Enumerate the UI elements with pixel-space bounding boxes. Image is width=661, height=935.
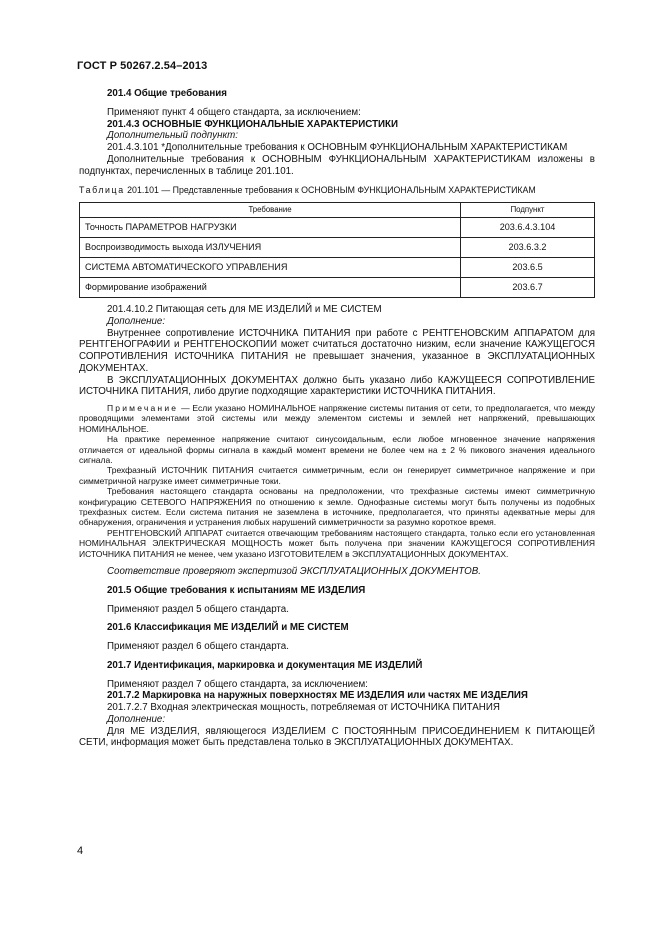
table-cell: 203.6.3.2 [461,238,595,258]
table-cell: 203.6.7 [461,278,595,298]
clause-text: Дополнительные требования к ОСНОВНЫМ ФУНКЦИОНАЛЬНЫМ ХАРАКТЕРИСТИКАМ изложены в подпунктах, перечисленных в таблице 201.101. [79,153,595,177]
table-row [80,218,595,238]
table-header-cell: Требование [80,203,461,218]
table-row [80,238,595,258]
table-cell: СИСТЕМА АВТОМАТИЧЕСКОГО УПРАВЛЕНИЯ [80,258,461,278]
table-cell: Воспроизводимость выхода ИЗЛУЧЕНИЯ [80,238,461,258]
table-cell: 203.6.5 [461,258,595,278]
section-text: Применяют раздел 5 общего стандарта. [107,603,289,615]
note-text: — Если указано НОМИНАЛЬНОЕ напряжение системы питания от сети, то предполагается, что между проводящими элементами этой системы или между элементом системы и землей нет напряжений, превышающих НОМИНАЛЬНОЕ. [79,403,595,434]
table-cell: Точность ПАРАМЕТРОВ НАГРУЗКИ [80,218,461,238]
compliance-statement: Соответствие проверяют экспертизой ЭКСПЛУАТАЦИОННЫХ ДОКУМЕНТОВ. [107,566,481,578]
clause-201-4-10-2: 201.4.10.2 Питающая сеть для МЕ ИЗДЕЛИЙ и МЕ СИСТЕМ [107,304,382,315]
paragraph: Для МЕ ИЗДЕЛИЯ, являющегося ИЗДЕЛИЕМ С ПОСТОЯННЫМ ПРИСОЕДИНЕНИЕМ К ПИТАЮЩЕЙ СЕТИ, информация может быть представлена только в ЭКСПЛУАТАЦИОННЫХ ДОКУМЕНТАХ. [79,725,595,749]
clause-201-7-2: 201.7.2 Маркировка на наружных поверхностях МЕ ИЗДЕЛИЯ или частях МЕ ИЗДЕЛИЯ [107,690,528,702]
note-paragraph: Требования настоящего стандарта основаны на предположении, что трехфазные системы имеют симметричную конфигурацию СЕТЕВОГО НАПРЯЖЕНИЯ по отношению к земле. Однофазные системы могут быть получены из подобных трехфазных систем. Если система питания не заземлена в источнике, предполагается, что приняты адекватные меры для обнаружения, ограничения и устранения любых нарушений симметричности за разумно короткое время. [79,486,595,528]
document-header: ГОСТ Р 50267.2.54–2013 [77,60,208,72]
table-header-cell: Подпункт [461,203,595,218]
subheading: Дополнительный подпункт: [107,130,238,142]
section-title-201-7: 201.7 Идентификация, маркировка и документация МЕ ИЗДЕЛИЙ [107,659,423,671]
note-paragraph: РЕНТГЕНОВСКИЙ АППАРАТ считается отвечающим требованиям настоящего стандарта, только если его установленная НОМИНАЛЬНАЯ ЭЛЕКТРИЧЕСКАЯ МОЩНОСТЬ может быть получена при значении КАЖУЩЕГОСЯ СОПРОТИВЛЕНИЯ ИСТОЧНИКА ПИТАНИЯ не менее, чем указано ИЗГОТОВИТЕЛЕМ в ЭКСПЛУАТАЦИОННЫХ ДОКУМЕНТАХ. [79,527,595,559]
table-row [80,258,595,278]
subheading: Дополнение: [107,315,166,327]
page-content [79,82,595,749]
note-paragraph: На практике переменное напряжение считают синусоидальным, если любое мгновенное значение напряжения отличается от идеальной формы сигнала в каждый момент времени не более чем на ± 2 % пикового значения идеального сигнала. [79,434,595,466]
section-text: Применяют раздел 7 общего стандарта, за исключением: [107,678,368,690]
note [79,403,595,434]
clause-201-4-3-101: 201.4.3.101 *Дополнительные требования к ОСНОВНЫМ ФУНКЦИОНАЛЬНЫМ ХАРАКТЕРИСТИКАМ [107,142,568,153]
table-header-row [80,203,595,218]
section-title-201-4-3: 201.4.3 ОСНОВНЫЕ ФУНКЦИОНАЛЬНЫЕ ХАРАКТЕРИСТИКИ [107,118,399,130]
table-cell: 203.6.4.3.104 [461,218,595,238]
paragraph: В ЭКСПЛУАТАЦИОННЫХ ДОКУМЕНТАХ должно быть указано либо КАЖУЩЕЕСЯ СОПРОТИВЛЕНИЕ ИСТОЧНИКА ПИТАНИЯ, либо другие подходящие характеристики ИСТОЧНИКА ПИТАНИЯ. [79,374,595,398]
subheading: Дополнение: [107,713,166,725]
table-caption [79,185,595,197]
table-row [80,278,595,298]
section-title-201-4: 201.4 Общие требования [107,88,227,99]
section-title-201-6: 201.6 Классификация МЕ ИЗДЕЛИЙ и МЕ СИСТЕМ [107,622,349,634]
note-label: Примечание [107,403,179,413]
clause-201-7-2-7: 201.7.2.7 Входная электрическая мощность, потребляемая от ИСТОЧНИКА ПИТАНИЯ [107,702,500,714]
page-number: 4 [77,845,84,857]
note-paragraph: Трехфазный ИСТОЧНИК ПИТАНИЯ считается симметричным, если он генерирует симметричное напряжение и при симметричной нагрузке имеет симметричные токи. [79,465,595,486]
paragraph: Внутреннее сопротивление ИСТОЧНИКА ПИТАНИЯ при работе с РЕНТГЕНОВСКИМ АППАРАТОМ для РЕНТГЕНОГРАФИИ и РЕНТГЕНОСКОПИИ может считаться достаточно низким, если значение КАЖУЩЕГОСЯ СОПРОТИВЛЕНИЯ ИСТОЧНИКА ПИТАНИЯ не превышает значения, указанное в ЭКСПЛУАТАЦИОННЫХ ДОКУМЕНТАХ. [79,327,595,374]
section-text: Применяют пункт 4 общего стандарта, за исключением: [107,106,361,118]
section-text: Применяют раздел 6 общего стандарта. [107,641,289,653]
table-caption-text: 201.101 — Представленные требования к ОСНОВНЫМ ФУНКЦИОНАЛЬНЫМ ХАРАКТЕРИСТИКАМ [127,185,536,196]
requirements-table [79,202,595,298]
table-cell: Формирование изображений [80,278,461,298]
section-title-201-5: 201.5 Общие требования к испытаниям МЕ ИЗДЕЛИЯ [107,584,366,596]
table-caption-label: Таблица [79,185,125,196]
